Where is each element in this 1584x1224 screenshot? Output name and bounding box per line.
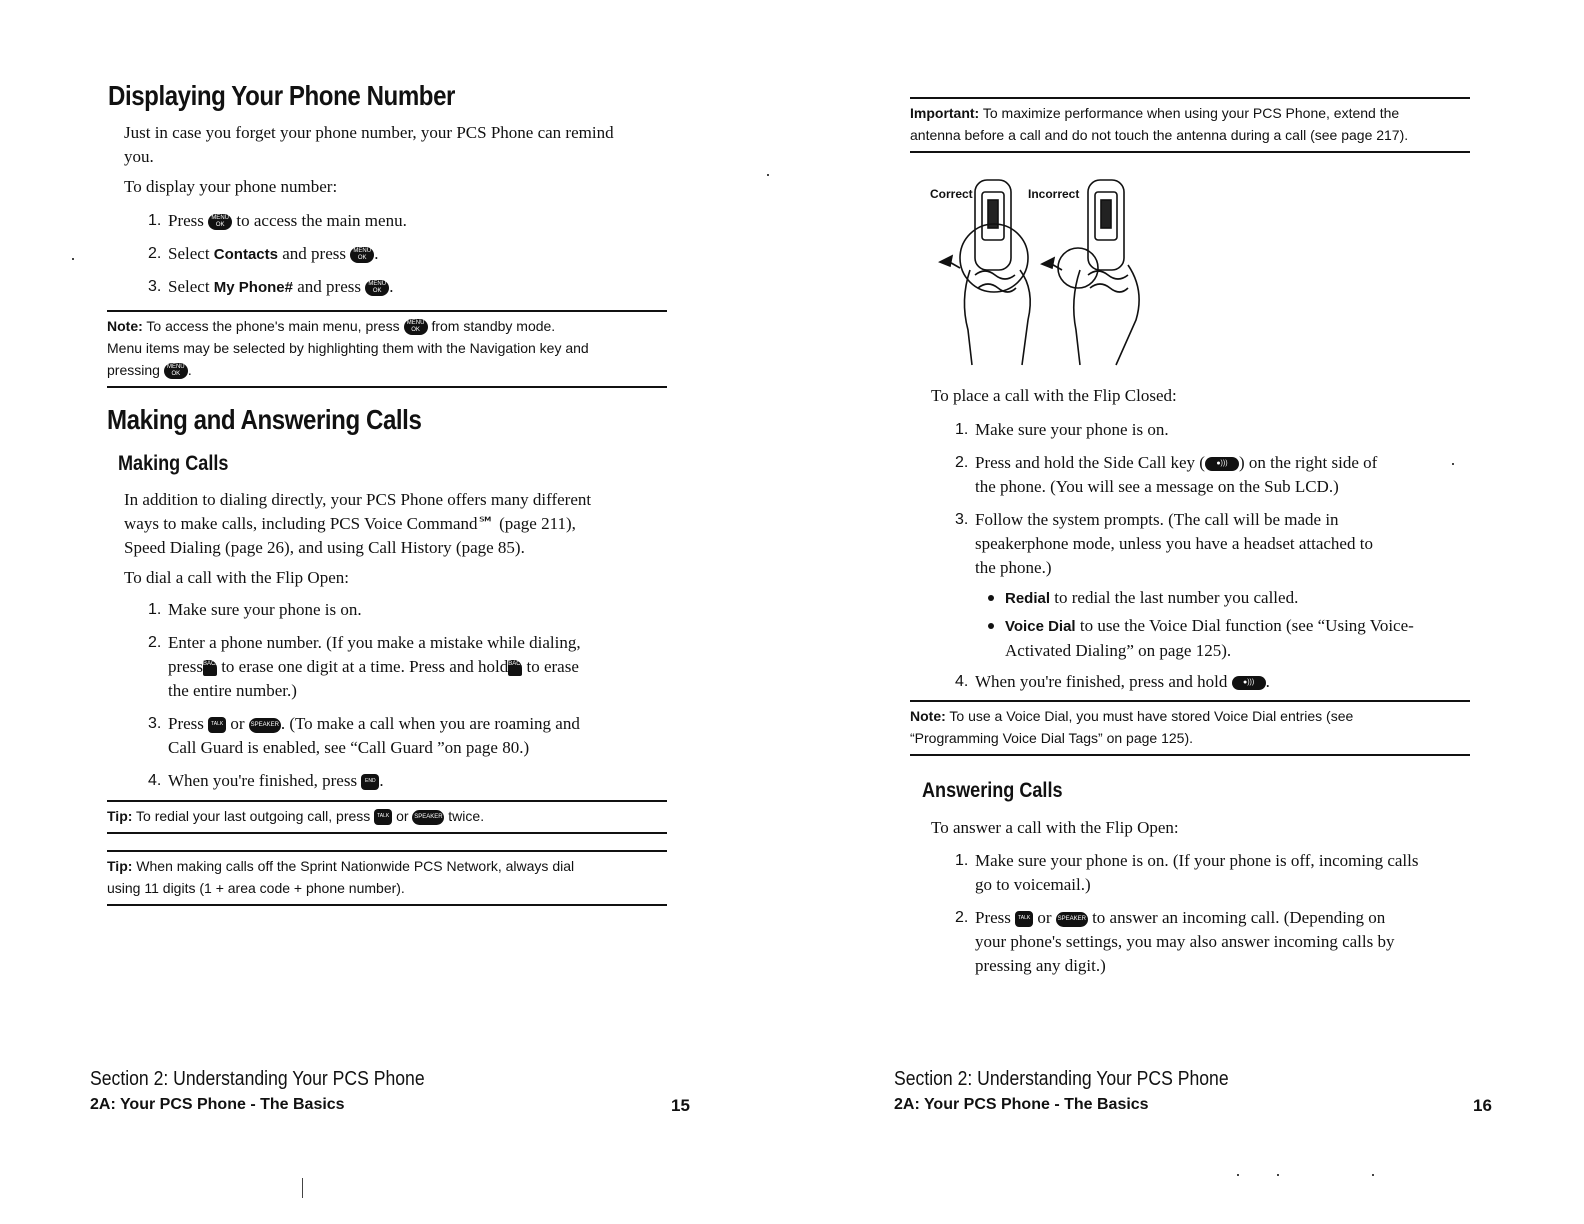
to-display-text: To display your phone number: <box>124 177 338 196</box>
step-text: Press <box>168 714 204 733</box>
to-place-text: To place a call with the Flip Closed: <box>931 386 1177 405</box>
note-box <box>107 310 667 388</box>
step-number: 3. <box>148 715 162 732</box>
step-number: 4. <box>148 772 162 789</box>
bullet-icon <box>988 623 994 629</box>
step-text: . <box>374 244 379 263</box>
step-text: Make sure your phone is on. (If your phone is off, incoming calls <box>975 851 1419 870</box>
intro-paragraph: Just in case you forget your phone number, your PCS Phone can remind you. <box>124 123 614 166</box>
scan-mark <box>1372 1174 1374 1176</box>
step-text: to access the main menu. <box>236 211 407 230</box>
scan-mark <box>767 174 769 176</box>
intro-line: ways to make calls, including PCS Voice Command℠ (page 211), <box>124 514 576 533</box>
step-text: go to voicemail.) <box>975 875 1091 894</box>
note-text: from standby mode. <box>431 318 556 334</box>
step-number: 1. <box>955 421 969 438</box>
back-key-icon: BACK <box>203 660 217 676</box>
step-number: 3. <box>148 278 162 295</box>
step-number: 2. <box>148 634 162 651</box>
step-text: Press and hold the Side Call key ( <box>975 453 1205 472</box>
scan-mark <box>302 1178 303 1198</box>
note-text: pressing <box>107 362 160 378</box>
page-number: 15 <box>671 1096 690 1115</box>
talk-key-icon: TALK <box>208 717 226 733</box>
step-text: and press <box>297 277 361 296</box>
phone-hands-illustration-icon <box>930 170 1170 370</box>
step-text: the phone. (You will see a message on the Sub LCD.) <box>975 477 1339 496</box>
voice-dial-option: Voice Dial <box>1005 618 1076 635</box>
step-text: to answer an incoming call. (Depending on <box>1092 908 1386 927</box>
tip-label: Tip: <box>107 808 133 824</box>
intro-line: Speed Dialing (page 26), and using Call History (page 85). <box>124 538 525 557</box>
side-call-key-icon: ●))) <box>1232 676 1266 690</box>
note-text: To use a Voice Dial, you must have stored Voice Dial entries (see <box>949 708 1354 724</box>
step-text: ) on the right side of <box>1238 453 1378 472</box>
incorrect-label: Incorrect <box>1028 187 1080 201</box>
scan-mark <box>72 258 74 260</box>
tip-redial-box <box>107 800 667 834</box>
step-text: . <box>389 277 394 296</box>
step-number: 1. <box>148 212 162 229</box>
talk-key-icon: TALK <box>1015 911 1033 927</box>
subheading-making-calls: Making Calls <box>118 452 229 475</box>
important-box <box>910 97 1470 153</box>
step-text: press <box>168 657 203 676</box>
menu-ok-key-icon: MENU OK <box>365 280 389 296</box>
contacts-menu-item: Contacts <box>213 246 278 263</box>
tip-label: Tip: <box>107 858 133 874</box>
note-voice-dial-box <box>910 700 1470 756</box>
note-text: Menu items may be selected by highlighting them with the Navigation key and <box>107 340 589 356</box>
tip-text: or <box>396 808 409 824</box>
speaker-key-icon: SPEAKER <box>1056 912 1088 927</box>
to-answer-text: To answer a call with the Flip Open: <box>931 818 1179 837</box>
step-number: 2. <box>148 245 162 262</box>
menu-ok-key-icon: MENU OK <box>350 247 374 263</box>
step-text: . (To make a call when you are roaming and <box>280 714 580 733</box>
step-number: 2. <box>955 454 969 471</box>
correct-label: Correct <box>930 187 973 201</box>
right-page <box>792 0 1584 1224</box>
step-text: Select <box>168 277 210 296</box>
step-number: 2. <box>955 909 969 926</box>
side-call-key-icon: ●))) <box>1205 457 1239 471</box>
step-text: Make sure your phone is on. <box>168 600 362 619</box>
subheading-answering-calls: Answering Calls <box>922 779 1063 802</box>
speaker-key-icon: SPEAKER <box>249 718 281 733</box>
my-phone-menu-item: My Phone# <box>213 279 293 296</box>
end-key-icon: END <box>361 774 379 790</box>
page-number: 16 <box>1473 1096 1492 1115</box>
step-text: Press <box>975 908 1011 927</box>
step-text: Press <box>168 211 204 230</box>
tip-text: When making calls off the Sprint Nationwide PCS Network, always dial <box>136 858 575 874</box>
note-label: Note: <box>910 708 946 724</box>
menu-ok-key-icon: MENU OK <box>164 363 188 379</box>
redial-option: Redial <box>1005 590 1051 607</box>
making-intro <box>124 488 684 560</box>
step-text: Call Guard is enabled, see “Call Guard ”on page 80.) <box>168 738 530 757</box>
bullet-text: to use the Voice Dial function (see “Using Voice- <box>1079 616 1414 635</box>
step-text: or <box>1037 908 1052 927</box>
footer-chapter-title: 2A: Your PCS Phone - The Basics <box>894 1096 1149 1113</box>
note-label: Note: <box>107 318 143 334</box>
speaker-key-icon: SPEAKER <box>412 810 444 825</box>
step-text: . <box>1265 672 1270 691</box>
bullet-icon <box>988 595 994 601</box>
step-text: . <box>379 771 384 790</box>
step-text: and press <box>282 244 346 263</box>
bullet-text: Activated Dialing” on page 125). <box>1005 641 1232 660</box>
step-text: pressing any digit.) <box>975 956 1106 975</box>
step-text: Make sure your phone is on. <box>975 420 1169 439</box>
step-text: When you're finished, press <box>168 771 358 790</box>
heading-making-answering-calls: Making and Answering Calls <box>107 404 422 435</box>
intro-line: In addition to dialing directly, your PCS Phone offers many different <box>124 490 592 509</box>
step-text: the phone.) <box>975 558 1052 577</box>
tip-text: twice. <box>448 808 485 824</box>
antenna-illustration <box>930 170 1170 370</box>
step-text: the entire number.) <box>168 681 297 700</box>
important-text: antenna before a call and do not touch the antenna during a call (see page 217). <box>910 127 1409 143</box>
bullet-voice-dial <box>1005 614 1495 663</box>
step-text: Enter a phone number. (If you make a mistake while dialing, <box>168 633 581 652</box>
step-text: to erase one digit at a time. Press and hold <box>221 657 509 676</box>
footer-section-title: Section 2: Understanding Your PCS Phone <box>90 1068 425 1090</box>
back-key-icon: BACK <box>508 660 522 676</box>
step-number: 3. <box>955 511 969 528</box>
important-label: Important: <box>910 105 980 121</box>
tip-text: using 11 digits (1 + area code + phone number). <box>107 880 405 896</box>
step-text: When you're finished, press and hold <box>975 672 1228 691</box>
important-text: To maximize performance when using your PCS Phone, extend the <box>982 105 1400 121</box>
step-number: 1. <box>955 852 969 869</box>
tip-11-digits-box <box>107 850 667 906</box>
step-text: speakerphone mode, unless you have a headset attached to <box>975 534 1373 553</box>
bullet-text: to redial the last number you called. <box>1054 588 1299 607</box>
tip-text: To redial your last outgoing call, press <box>136 808 371 824</box>
heading-displaying-phone-number: Displaying Your Phone Number <box>108 80 455 111</box>
step-number: 4. <box>955 673 969 690</box>
step-text: Select <box>168 244 210 263</box>
note-text: To access the phone's main menu, press <box>146 318 400 334</box>
note-text: . <box>187 362 192 378</box>
step-number: 1. <box>148 601 162 618</box>
bullet-redial <box>1005 586 1485 611</box>
menu-ok-key-icon: MENU OK <box>208 214 232 230</box>
note-text: “Programming Voice Dial Tags” on page 125). <box>910 730 1194 746</box>
footer-chapter-title: 2A: Your PCS Phone - The Basics <box>90 1096 345 1113</box>
menu-ok-key-icon: MENU OK <box>404 319 428 335</box>
scan-mark <box>1277 1174 1279 1176</box>
scan-mark <box>1237 1174 1239 1176</box>
scan-mark <box>1452 463 1454 465</box>
step-text: Follow the system prompts. (The call will be made in <box>975 510 1339 529</box>
step-text: your phone's settings, you may also answer incoming calls by <box>975 932 1395 951</box>
step-text: to erase <box>526 657 579 676</box>
step-text: or <box>230 714 245 733</box>
footer-section-title: Section 2: Understanding Your PCS Phone <box>894 1068 1229 1090</box>
talk-key-icon: TALK <box>374 809 392 825</box>
to-dial-text: To dial a call with the Flip Open: <box>124 568 349 587</box>
